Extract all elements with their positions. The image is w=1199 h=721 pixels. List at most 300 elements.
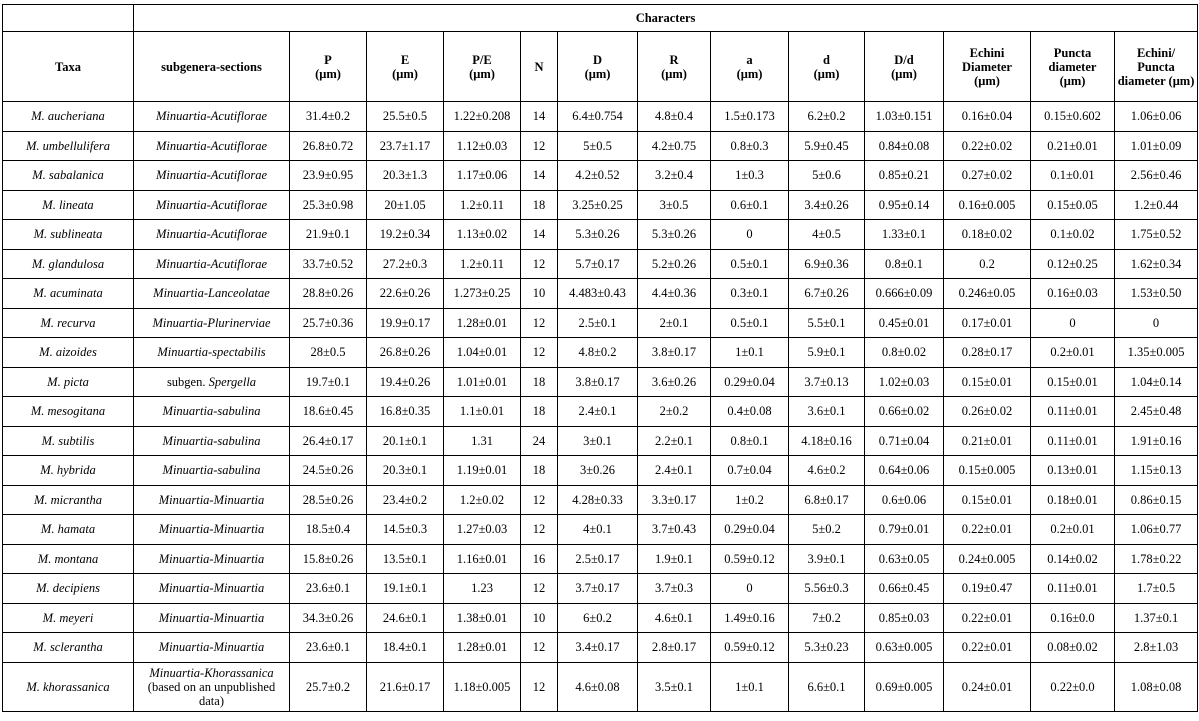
- column-header: [558, 32, 638, 102]
- section-name: Minuartia-Lanceolatae: [153, 286, 270, 301]
- section-cell: [134, 574, 290, 604]
- value-cell: 3.25±0.25: [558, 190, 638, 220]
- value-cell: 23.9±0.95: [290, 161, 367, 191]
- value-cell: 3.5±0.1: [638, 662, 711, 711]
- section-cell: [134, 131, 290, 161]
- taxon-cell: M. picta: [3, 367, 134, 397]
- section-name: Minuartia-Minuartia: [158, 551, 265, 566]
- column-header: [789, 32, 865, 102]
- value-cell: 5±0.6: [789, 161, 865, 191]
- value-cell: 12: [521, 485, 558, 515]
- section-name: Minuartia-Plurinerviae: [152, 315, 271, 330]
- value-cell: 4.2±0.52: [558, 161, 638, 191]
- value-cell: 3.6±0.1: [789, 397, 865, 427]
- value-cell: 0: [1031, 308, 1115, 338]
- value-cell: 0.69±0.005: [865, 662, 944, 711]
- column-header-text: (μm): [974, 73, 1000, 88]
- value-cell: 1.06±0.77: [1115, 515, 1198, 545]
- value-cell: 6.7±0.26: [789, 279, 865, 309]
- section-cell: [134, 456, 290, 486]
- column-header-text: diameter: [1048, 59, 1097, 74]
- section-name: Minuartia-sabulina: [162, 463, 261, 478]
- column-header-text: (μm): [469, 66, 495, 81]
- column-header-text: D: [592, 52, 603, 67]
- table-row: [3, 485, 1198, 515]
- value-cell: 1.16±0.01: [444, 544, 521, 574]
- value-cell: 0.79±0.01: [865, 515, 944, 545]
- value-cell: 2±0.2: [638, 397, 711, 427]
- value-cell: 12: [521, 308, 558, 338]
- value-cell: 1.28±0.01: [444, 633, 521, 663]
- value-cell: 1.23: [444, 574, 521, 604]
- column-header-text: diameter (μm): [1117, 73, 1195, 88]
- column-header-text: Puncta: [1137, 59, 1175, 74]
- value-cell: 3.6±0.26: [638, 367, 711, 397]
- value-cell: 14.5±0.3: [367, 515, 444, 545]
- value-cell: 2.4±0.1: [638, 456, 711, 486]
- taxon-cell: M. mesogitana: [3, 397, 134, 427]
- value-cell: 0.22±0.02: [944, 131, 1031, 161]
- value-cell: 26.4±0.17: [290, 426, 367, 456]
- value-cell: 1.27±0.03: [444, 515, 521, 545]
- value-cell: 2.5±0.1: [558, 308, 638, 338]
- section-cell: [134, 633, 290, 663]
- value-cell: 1.78±0.22: [1115, 544, 1198, 574]
- value-cell: 1.273±0.25: [444, 279, 521, 309]
- value-cell: 0.59±0.12: [711, 544, 789, 574]
- section-cell: [134, 485, 290, 515]
- column-header-text: (μm): [891, 66, 917, 81]
- value-cell: 0.27±0.02: [944, 161, 1031, 191]
- value-cell: 22.6±0.26: [367, 279, 444, 309]
- value-cell: 10: [521, 279, 558, 309]
- value-cell: 1.31: [444, 426, 521, 456]
- value-cell: 1.62±0.34: [1115, 249, 1198, 279]
- value-cell: 28.5±0.26: [290, 485, 367, 515]
- value-cell: 20±1.05: [367, 190, 444, 220]
- value-cell: 0.11±0.01: [1031, 574, 1115, 604]
- column-header-text: (μm): [392, 66, 418, 81]
- value-cell: 0.21±0.01: [1031, 131, 1115, 161]
- section-name: Minuartia-Acutiflorae: [155, 168, 268, 183]
- table-row: [3, 161, 1198, 191]
- section-name: Minuartia-Minuartia: [158, 610, 265, 625]
- taxon-cell: M. recurva: [3, 308, 134, 338]
- value-cell: 25.7±0.36: [290, 308, 367, 338]
- value-cell: 33.7±0.52: [290, 249, 367, 279]
- value-cell: 14: [521, 220, 558, 250]
- value-cell: 0.16±0.03: [1031, 279, 1115, 309]
- value-cell: 0: [711, 574, 789, 604]
- taxon-cell: M. umbellulifera: [3, 131, 134, 161]
- value-cell: 0.13±0.01: [1031, 456, 1115, 486]
- value-cell: 21.6±0.17: [367, 662, 444, 711]
- value-cell: 1.38±0.01: [444, 603, 521, 633]
- value-cell: 1.08±0.08: [1115, 662, 1198, 711]
- value-cell: 2.2±0.1: [638, 426, 711, 456]
- value-cell: 1.04±0.14: [1115, 367, 1198, 397]
- taxon-cell: M. sublineata: [3, 220, 134, 250]
- value-cell: 5±0.2: [789, 515, 865, 545]
- value-cell: 0.4±0.08: [711, 397, 789, 427]
- column-header: [134, 32, 290, 102]
- value-cell: 3±0.26: [558, 456, 638, 486]
- value-cell: 6.8±0.17: [789, 485, 865, 515]
- column-header: [290, 32, 367, 102]
- section-name: Minuartia-Khorassanica: [149, 665, 274, 680]
- value-cell: 0.2: [944, 249, 1031, 279]
- value-cell: 0.8±0.1: [865, 249, 944, 279]
- value-cell: 0.2±0.01: [1031, 338, 1115, 368]
- value-cell: 14: [521, 161, 558, 191]
- value-cell: 0.14±0.02: [1031, 544, 1115, 574]
- value-cell: 27.2±0.3: [367, 249, 444, 279]
- table-row: [3, 397, 1198, 427]
- value-cell: 18.4±0.1: [367, 633, 444, 663]
- value-cell: 5.3±0.26: [638, 220, 711, 250]
- taxon-cell: M. montana: [3, 544, 134, 574]
- value-cell: 0.6±0.1: [711, 190, 789, 220]
- section-cell: [134, 544, 290, 574]
- value-cell: 10: [521, 603, 558, 633]
- value-cell: 28.8±0.26: [290, 279, 367, 309]
- taxon-cell: M. aucheriana: [3, 102, 134, 132]
- value-cell: 2±0.1: [638, 308, 711, 338]
- value-cell: 3.7±0.13: [789, 367, 865, 397]
- value-cell: 0.22±0.01: [944, 603, 1031, 633]
- value-cell: 0.666±0.09: [865, 279, 944, 309]
- value-cell: 5.2±0.26: [638, 249, 711, 279]
- table-row: [3, 426, 1198, 456]
- value-cell: 5.7±0.17: [558, 249, 638, 279]
- value-cell: 6.9±0.36: [789, 249, 865, 279]
- value-cell: 0.28±0.17: [944, 338, 1031, 368]
- value-cell: 0.18±0.02: [944, 220, 1031, 250]
- table-row: [3, 220, 1198, 250]
- value-cell: 12: [521, 249, 558, 279]
- corner-cell: [3, 5, 134, 32]
- section-name: Minuartia-sabulina: [162, 433, 261, 448]
- value-cell: 24.5±0.26: [290, 456, 367, 486]
- value-cell: 0.12±0.25: [1031, 249, 1115, 279]
- column-header-text: subgenera-sections: [161, 59, 262, 74]
- value-cell: 0.84±0.08: [865, 131, 944, 161]
- value-cell: 6.6±0.1: [789, 662, 865, 711]
- value-cell: 5.3±0.23: [789, 633, 865, 663]
- value-cell: 0.19±0.47: [944, 574, 1031, 604]
- column-header-text: (μm): [1059, 73, 1086, 88]
- value-cell: 20.3±0.1: [367, 456, 444, 486]
- table-row: [3, 603, 1198, 633]
- value-cell: 18.6±0.45: [290, 397, 367, 427]
- column-header-text: R: [669, 52, 679, 67]
- value-cell: 18: [521, 397, 558, 427]
- section-cell: [134, 249, 290, 279]
- value-cell: 0.11±0.01: [1031, 397, 1115, 427]
- value-cell: 15.8±0.26: [290, 544, 367, 574]
- value-cell: 0.85±0.21: [865, 161, 944, 191]
- value-cell: 0.66±0.02: [865, 397, 944, 427]
- table-row: [3, 102, 1198, 132]
- value-cell: 1.37±0.1: [1115, 603, 1198, 633]
- section-cell: [134, 190, 290, 220]
- section-name: Minuartia-sabulina: [162, 404, 261, 419]
- value-cell: 0.21±0.01: [944, 426, 1031, 456]
- column-header-text: (μm): [661, 66, 687, 81]
- table-row: [3, 308, 1198, 338]
- value-cell: 19.2±0.34: [367, 220, 444, 250]
- value-cell: 4.6±0.08: [558, 662, 638, 711]
- value-cell: 1.75±0.52: [1115, 220, 1198, 250]
- table-row: [3, 279, 1198, 309]
- column-header: [865, 32, 944, 102]
- value-cell: 3.9±0.1: [789, 544, 865, 574]
- column-header-text: Taxa: [55, 59, 81, 74]
- value-cell: 0.8±0.3: [711, 131, 789, 161]
- value-cell: 12: [521, 338, 558, 368]
- value-cell: 6.4±0.754: [558, 102, 638, 132]
- value-cell: 28±0.5: [290, 338, 367, 368]
- value-cell: 0.45±0.01: [865, 308, 944, 338]
- column-header-text: P: [324, 52, 332, 67]
- value-cell: 4.483±0.43: [558, 279, 638, 309]
- table-row: [3, 131, 1198, 161]
- value-cell: 26.8±0.72: [290, 131, 367, 161]
- taxon-cell: M. subtilis: [3, 426, 134, 456]
- value-cell: 0.15±0.602: [1031, 102, 1115, 132]
- column-header-text: P/E: [472, 52, 492, 67]
- value-cell: 0.16±0.0: [1031, 603, 1115, 633]
- value-cell: 1.01±0.01: [444, 367, 521, 397]
- value-cell: 4.6±0.2: [789, 456, 865, 486]
- value-cell: 1.03±0.151: [865, 102, 944, 132]
- value-cell: 0.17±0.01: [944, 308, 1031, 338]
- table-row: [3, 633, 1198, 663]
- value-cell: 0.85±0.03: [865, 603, 944, 633]
- value-cell: 23.6±0.1: [290, 633, 367, 663]
- value-cell: 2.5±0.17: [558, 544, 638, 574]
- value-cell: 0.22±0.01: [944, 515, 1031, 545]
- value-cell: 0.64±0.06: [865, 456, 944, 486]
- column-header: [3, 32, 134, 102]
- value-cell: 16: [521, 544, 558, 574]
- value-cell: 4.4±0.36: [638, 279, 711, 309]
- value-cell: 5.3±0.26: [558, 220, 638, 250]
- section-name: Minuartia-Minuartia: [158, 640, 265, 655]
- column-header-text: N: [534, 59, 544, 74]
- taxon-cell: M. micrantha: [3, 485, 134, 515]
- section-cell: [134, 367, 290, 397]
- value-cell: 19.7±0.1: [290, 367, 367, 397]
- value-cell: 12: [521, 574, 558, 604]
- value-cell: 19.4±0.26: [367, 367, 444, 397]
- value-cell: 1.22±0.208: [444, 102, 521, 132]
- section-cell: [134, 279, 290, 309]
- taxon-cell: M. sabalanica: [3, 161, 134, 191]
- value-cell: 12: [521, 131, 558, 161]
- column-header-text: Diameter: [962, 59, 1012, 74]
- column-header-text: (μm): [736, 66, 763, 81]
- column-header-text: (μm): [584, 66, 611, 81]
- value-cell: 0: [711, 220, 789, 250]
- column-header: [444, 32, 521, 102]
- value-cell: 0.1±0.01: [1031, 161, 1115, 191]
- value-cell: 1.49±0.16: [711, 603, 789, 633]
- value-cell: 34.3±0.26: [290, 603, 367, 633]
- value-cell: 24.6±0.1: [367, 603, 444, 633]
- section-cell: [134, 338, 290, 368]
- value-cell: 0.18±0.01: [1031, 485, 1115, 515]
- value-cell: 1.28±0.01: [444, 308, 521, 338]
- value-cell: 1.53±0.50: [1115, 279, 1198, 309]
- value-cell: 4.18±0.16: [789, 426, 865, 456]
- column-header: [638, 32, 711, 102]
- value-cell: 3.4±0.26: [789, 190, 865, 220]
- value-cell: 5.5±0.1: [789, 308, 865, 338]
- pollen-characters-table: [2, 4, 1198, 712]
- value-cell: 18: [521, 456, 558, 486]
- section-cell: [134, 397, 290, 427]
- taxon-cell: M. lineata: [3, 190, 134, 220]
- value-cell: 6±0.2: [558, 603, 638, 633]
- value-cell: 1±0.1: [711, 662, 789, 711]
- value-cell: 12: [521, 633, 558, 663]
- value-cell: 0.15±0.01: [944, 367, 1031, 397]
- section-name: Minuartia-spectabilis: [157, 345, 266, 360]
- value-cell: 7±0.2: [789, 603, 865, 633]
- value-cell: 1.2±0.11: [444, 190, 521, 220]
- value-cell: 23.7±1.17: [367, 131, 444, 161]
- section-cell: [134, 308, 290, 338]
- value-cell: 5.9±0.45: [789, 131, 865, 161]
- value-cell: 0.08±0.02: [1031, 633, 1115, 663]
- value-cell: 1.2±0.44: [1115, 190, 1198, 220]
- section-name: Minuartia-Minuartia: [158, 492, 265, 507]
- taxon-cell: M. sclerantha: [3, 633, 134, 663]
- value-cell: 0.22±0.0: [1031, 662, 1115, 711]
- value-cell: 1.17±0.06: [444, 161, 521, 191]
- value-cell: 3.7±0.17: [558, 574, 638, 604]
- table-row: [3, 544, 1198, 574]
- table-row: [3, 338, 1198, 368]
- column-header: [367, 32, 444, 102]
- column-header-text: (μm): [315, 66, 341, 81]
- value-cell: 3.7±0.43: [638, 515, 711, 545]
- taxon-cell: M. acuminata: [3, 279, 134, 309]
- value-cell: 0: [1115, 308, 1198, 338]
- value-cell: 2.4±0.1: [558, 397, 638, 427]
- value-cell: 1.2±0.11: [444, 249, 521, 279]
- column-header: [944, 32, 1031, 102]
- value-cell: 0.1±0.02: [1031, 220, 1115, 250]
- value-cell: 0.8±0.1: [711, 426, 789, 456]
- taxon-cell: M. khorassanica: [3, 662, 134, 711]
- value-cell: 1.91±0.16: [1115, 426, 1198, 456]
- value-cell: 25.7±0.2: [290, 662, 367, 711]
- value-cell: 0.59±0.12: [711, 633, 789, 663]
- column-header-text: d: [823, 52, 830, 67]
- value-cell: 0.29±0.04: [711, 367, 789, 397]
- value-cell: 0.66±0.45: [865, 574, 944, 604]
- value-cell: 23.4±0.2: [367, 485, 444, 515]
- value-cell: 2.8±1.03: [1115, 633, 1198, 663]
- value-cell: 14: [521, 102, 558, 132]
- value-cell: 2.45±0.48: [1115, 397, 1198, 427]
- table-body: [3, 102, 1198, 712]
- column-header-text: a: [746, 52, 753, 67]
- value-cell: 0.24±0.01: [944, 662, 1031, 711]
- value-cell: 1.9±0.1: [638, 544, 711, 574]
- value-cell: 0.16±0.005: [944, 190, 1031, 220]
- value-cell: 19.1±0.1: [367, 574, 444, 604]
- value-cell: 6.2±0.2: [789, 102, 865, 132]
- value-cell: 0.8±0.02: [865, 338, 944, 368]
- value-cell: 1.13±0.02: [444, 220, 521, 250]
- section-cell: [134, 603, 290, 633]
- section-cell: [134, 161, 290, 191]
- value-cell: 0.16±0.04: [944, 102, 1031, 132]
- value-cell: 1.5±0.173: [711, 102, 789, 132]
- value-cell: 0.71±0.04: [865, 426, 944, 456]
- value-cell: 0.22±0.01: [944, 633, 1031, 663]
- value-cell: 0.3±0.1: [711, 279, 789, 309]
- value-cell: 0.11±0.01: [1031, 426, 1115, 456]
- value-cell: 3.3±0.17: [638, 485, 711, 515]
- value-cell: 18: [521, 190, 558, 220]
- value-cell: 23.6±0.1: [290, 574, 367, 604]
- column-header-row: [3, 32, 1198, 102]
- table-row: [3, 515, 1198, 545]
- value-cell: 1.02±0.03: [865, 367, 944, 397]
- value-cell: 0.15±0.01: [944, 485, 1031, 515]
- section-prefix: subgen.: [166, 374, 209, 389]
- taxon-cell: M. glandulosa: [3, 249, 134, 279]
- table-row: [3, 367, 1198, 397]
- value-cell: 0.246±0.05: [944, 279, 1031, 309]
- section-name: Minuartia-Minuartia: [158, 522, 265, 537]
- section-name: Minuartia-Acutiflorae: [155, 197, 268, 212]
- value-cell: 1.04±0.01: [444, 338, 521, 368]
- value-cell: 1.01±0.09: [1115, 131, 1198, 161]
- value-cell: 24: [521, 426, 558, 456]
- characters-header: Characters: [134, 5, 1198, 32]
- value-cell: 1.33±0.1: [865, 220, 944, 250]
- value-cell: 0.86±0.15: [1115, 485, 1198, 515]
- section-name: Minuartia-Acutiflorae: [155, 109, 268, 124]
- value-cell: 0.63±0.005: [865, 633, 944, 663]
- super-header-row: [3, 5, 1198, 32]
- value-cell: 12: [521, 662, 558, 711]
- section-cell: [134, 662, 290, 711]
- table-row: [3, 190, 1198, 220]
- value-cell: 1.7±0.5: [1115, 574, 1198, 604]
- section-name: Minuartia-Acutiflorae: [155, 138, 268, 153]
- section-note: (based on an unpublished data): [147, 679, 276, 708]
- column-header-text: D/d: [894, 52, 914, 67]
- value-cell: 0.15±0.05: [1031, 190, 1115, 220]
- value-cell: 4±0.5: [789, 220, 865, 250]
- section-name: Minuartia-Acutiflorae: [155, 256, 268, 271]
- section-cell: [134, 102, 290, 132]
- column-header-text: E: [400, 52, 410, 67]
- value-cell: 0.95±0.14: [865, 190, 944, 220]
- value-cell: 21.9±0.1: [290, 220, 367, 250]
- column-header-text: (μm): [813, 66, 840, 81]
- taxon-cell: M. hybrida: [3, 456, 134, 486]
- value-cell: 1±0.3: [711, 161, 789, 191]
- value-cell: 1.06±0.06: [1115, 102, 1198, 132]
- value-cell: 4.8±0.2: [558, 338, 638, 368]
